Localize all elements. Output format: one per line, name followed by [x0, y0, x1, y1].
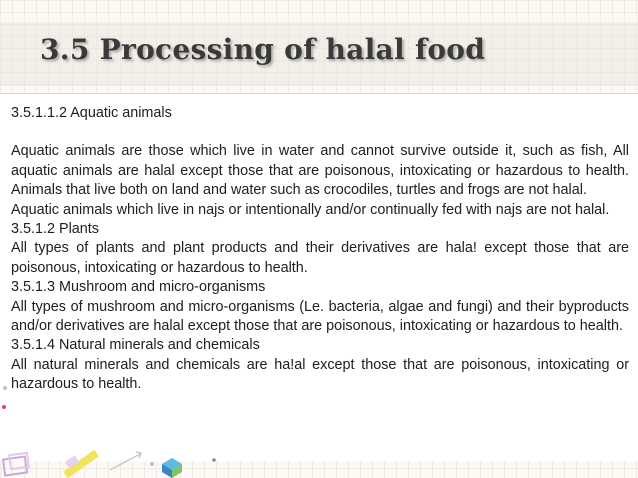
- content-area: [11, 104, 629, 395]
- aquatic-paragraph-1: Aquatic animals are those which live in water and cannot survive outside it, such as fish, All aquatic animals are halal except those that are poisonous, intoxicating or hazardous to health. Animals that live both on land and water such as crocodiles, turtles and frogs are not halal.: [11, 143, 629, 199]
- cube-doodle-icon: [3, 453, 29, 476]
- dot-doodle-icon: [150, 462, 154, 466]
- heading-minerals: 3.5.1.4 Natural minerals and chemicals: [11, 337, 260, 354]
- heading-mushroom: 3.5.1.3 Mushroom and micro-organisms: [11, 279, 266, 296]
- dot-doodle-icon: [212, 458, 216, 462]
- heading-plants: 3.5.1.2 Plants: [11, 221, 100, 238]
- decorative-dot-icon: [2, 405, 6, 409]
- plants-paragraph: All types of plants and plant products and their derivatives are hala! except those that are poisonous, intoxicating or hazardous to health.: [11, 240, 629, 276]
- slide-title: 3.5 Processing of halal food: [40, 33, 486, 66]
- mushroom-paragraph: All types of mushroom and micro-organisms (Le. bacteria, algae and fungi) and their byproducts and/or derivatives are halal except those that are poisonous, intoxicating or hazardous to health.: [11, 298, 629, 335]
- pencil-doodle-icon: [63, 450, 99, 478]
- minerals-paragraph: All natural minerals and chemicals are ha!al except those that are poisonous, intoxicating or hazardous to health.: [11, 356, 629, 393]
- decorative-dot-icon: [3, 386, 7, 390]
- decorative-doodles-icon: [0, 440, 638, 478]
- heading-aquatic-animals: 3.5.1.1.2 Aquatic animals: [11, 105, 172, 121]
- aquatic-paragraph-2: Aquatic animals which live in najs or intentionally and/or continually fed with najs are not halal.: [11, 201, 610, 218]
- gem-cube-doodle-icon: [162, 458, 182, 478]
- arrow-doodle-icon: [110, 452, 141, 470]
